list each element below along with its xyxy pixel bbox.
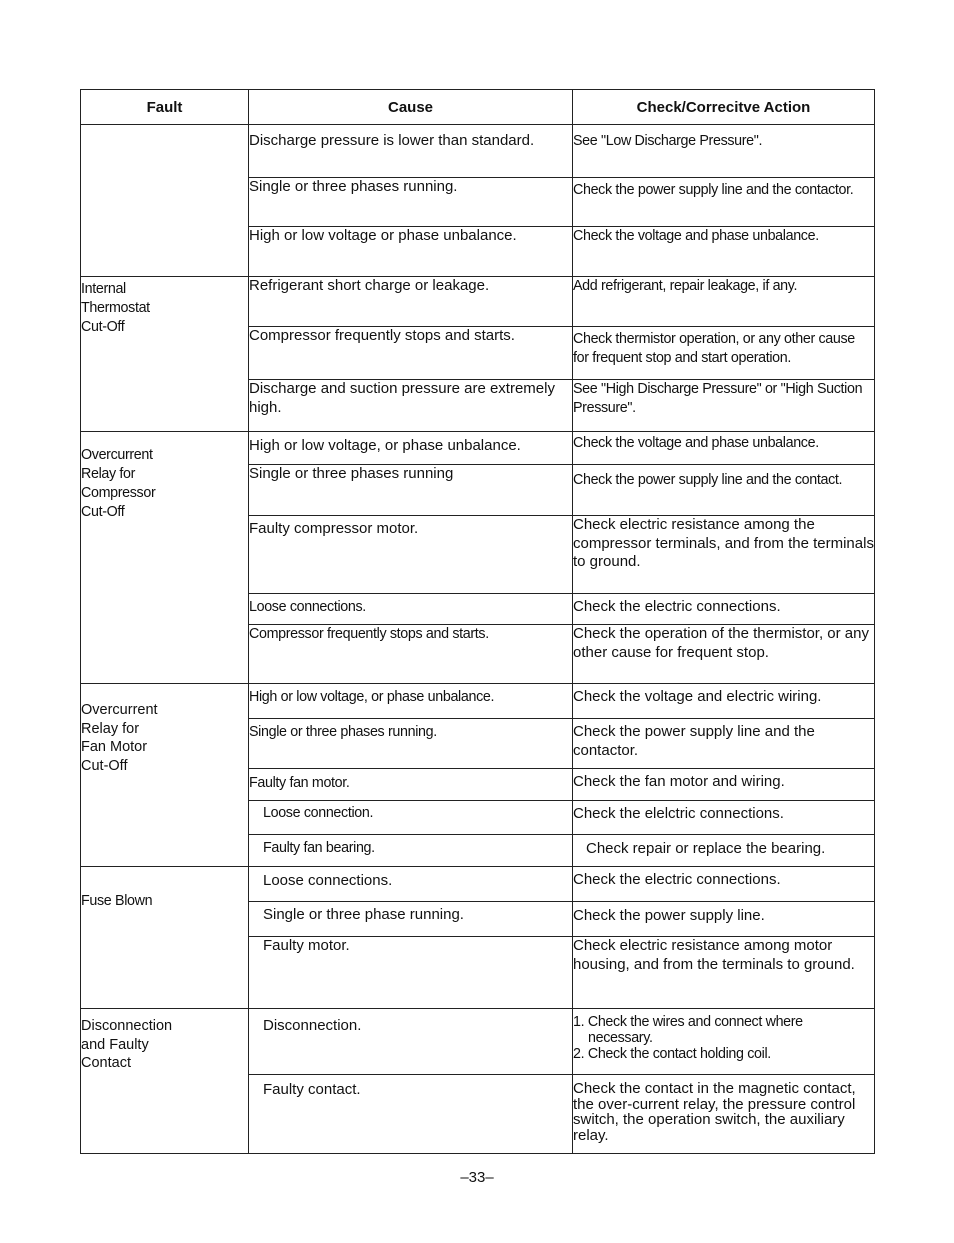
action-cell: Check the operation of the thermistor, or any other cause for frequent stop. <box>573 625 875 684</box>
fault-cell: Overcurrent Relay for Compressor Cut-Off <box>81 432 249 684</box>
fault-cell: Internal Thermostat Cut-Off <box>81 277 249 432</box>
troubleshooting-table <box>80 89 875 1154</box>
cause-cell: Faulty compressor motor. <box>249 516 573 594</box>
cause-cell: Discharge and suction pressure are extremely high. <box>249 380 573 432</box>
cause-cell: Faulty contact. <box>249 1075 573 1154</box>
action-item: 2. Check the contact holding coil. <box>573 1046 771 1062</box>
cause-cell: Faulty fan motor. <box>249 769 573 801</box>
cause-cell: Compressor frequently stops and starts. <box>249 327 573 380</box>
action-cell: Check repair or replace the bearing. <box>573 835 875 867</box>
table-row <box>81 1009 875 1075</box>
action-item: necessary. <box>588 1030 653 1046</box>
action-cell <box>573 1009 875 1075</box>
action-cell: Check the elelctric connections. <box>573 801 875 835</box>
table-row <box>81 432 875 465</box>
cause-cell: Single or three phases running. <box>249 719 573 769</box>
fault-cell <box>81 125 249 277</box>
page-number: –33– <box>460 1169 494 1186</box>
action-cell: Check electric resistance among motor housing, and from the terminals to ground. <box>573 937 875 1009</box>
fault-cell: Fuse Blown <box>81 867 249 1009</box>
action-item: 1. Check the wires and connect where <box>573 1014 803 1030</box>
action-cell: See "High Discharge Pressure" or "High Suction Pressure". <box>573 380 875 432</box>
cause-cell: Single or three phase running. <box>249 902 573 937</box>
header-row <box>81 90 875 125</box>
cause-cell: High or low voltage, or phase unbalance. <box>249 432 573 465</box>
cause-cell: Disconnection. <box>249 1009 573 1075</box>
cause-cell: High or low voltage, or phase unbalance. <box>249 684 573 719</box>
cause-cell: Refrigerant short charge or leakage. <box>249 277 573 327</box>
cause-cell: Loose connections. <box>249 594 573 625</box>
action-cell: See "Low Discharge Pressure". <box>573 125 875 178</box>
action-cell: Check the power supply line and the contact. <box>573 465 875 516</box>
action-cell: Check the contact in the magnetic contact, the over-current relay, the pressure control switch, the operation switch, the auxiliary relay. <box>573 1075 875 1154</box>
action-cell: Check the electric connections. <box>573 594 875 625</box>
action-cell: Check the electric connections. <box>573 867 875 902</box>
cause-cell: High or low voltage or phase unbalance. <box>249 227 573 277</box>
action-cell: Check the voltage and phase unbalance. <box>573 432 875 465</box>
cause-cell: Loose connection. <box>249 801 573 835</box>
action-cell: Check the voltage and electric wiring. <box>573 684 875 719</box>
action-cell: Check the power supply line and the contactor. <box>573 719 875 769</box>
cause-cell: Faulty motor. <box>249 937 573 1009</box>
header-cause: Cause <box>249 90 573 125</box>
table-row <box>81 277 875 327</box>
fault-cell: Disconnection and Faulty Contact <box>81 1009 249 1154</box>
header-fault: Fault <box>81 90 249 125</box>
action-cell: Check electric resistance among the compressor terminals, and from the terminals to ground. <box>573 516 875 594</box>
header-action: Check/Correcitve Action <box>573 90 875 125</box>
action-cell: Check the voltage and phase unbalance. <box>573 227 875 277</box>
table-row <box>81 867 875 902</box>
cause-cell: Single or three phases running. <box>249 178 573 227</box>
action-cell: Check the power supply line and the contactor. <box>573 178 875 227</box>
action-cell: Check the power supply line. <box>573 902 875 937</box>
cause-cell: Discharge pressure is lower than standard. <box>249 125 573 178</box>
cause-cell: Single or three phases running <box>249 465 573 516</box>
cause-cell: Faulty fan bearing. <box>249 835 573 867</box>
table-row <box>81 684 875 719</box>
action-cell: Add refrigerant, repair leakage, if any. <box>573 277 875 327</box>
action-cell: Check the fan motor and wiring. <box>573 769 875 801</box>
cause-cell: Loose connections. <box>249 867 573 902</box>
table-row <box>81 125 875 178</box>
action-cell: Check thermistor operation, or any other cause for frequent stop and start operation. <box>573 327 875 380</box>
cause-cell: Compressor frequently stops and starts. <box>249 625 573 684</box>
fault-cell: Overcurrent Relay for Fan Motor Cut-Off <box>81 684 249 867</box>
